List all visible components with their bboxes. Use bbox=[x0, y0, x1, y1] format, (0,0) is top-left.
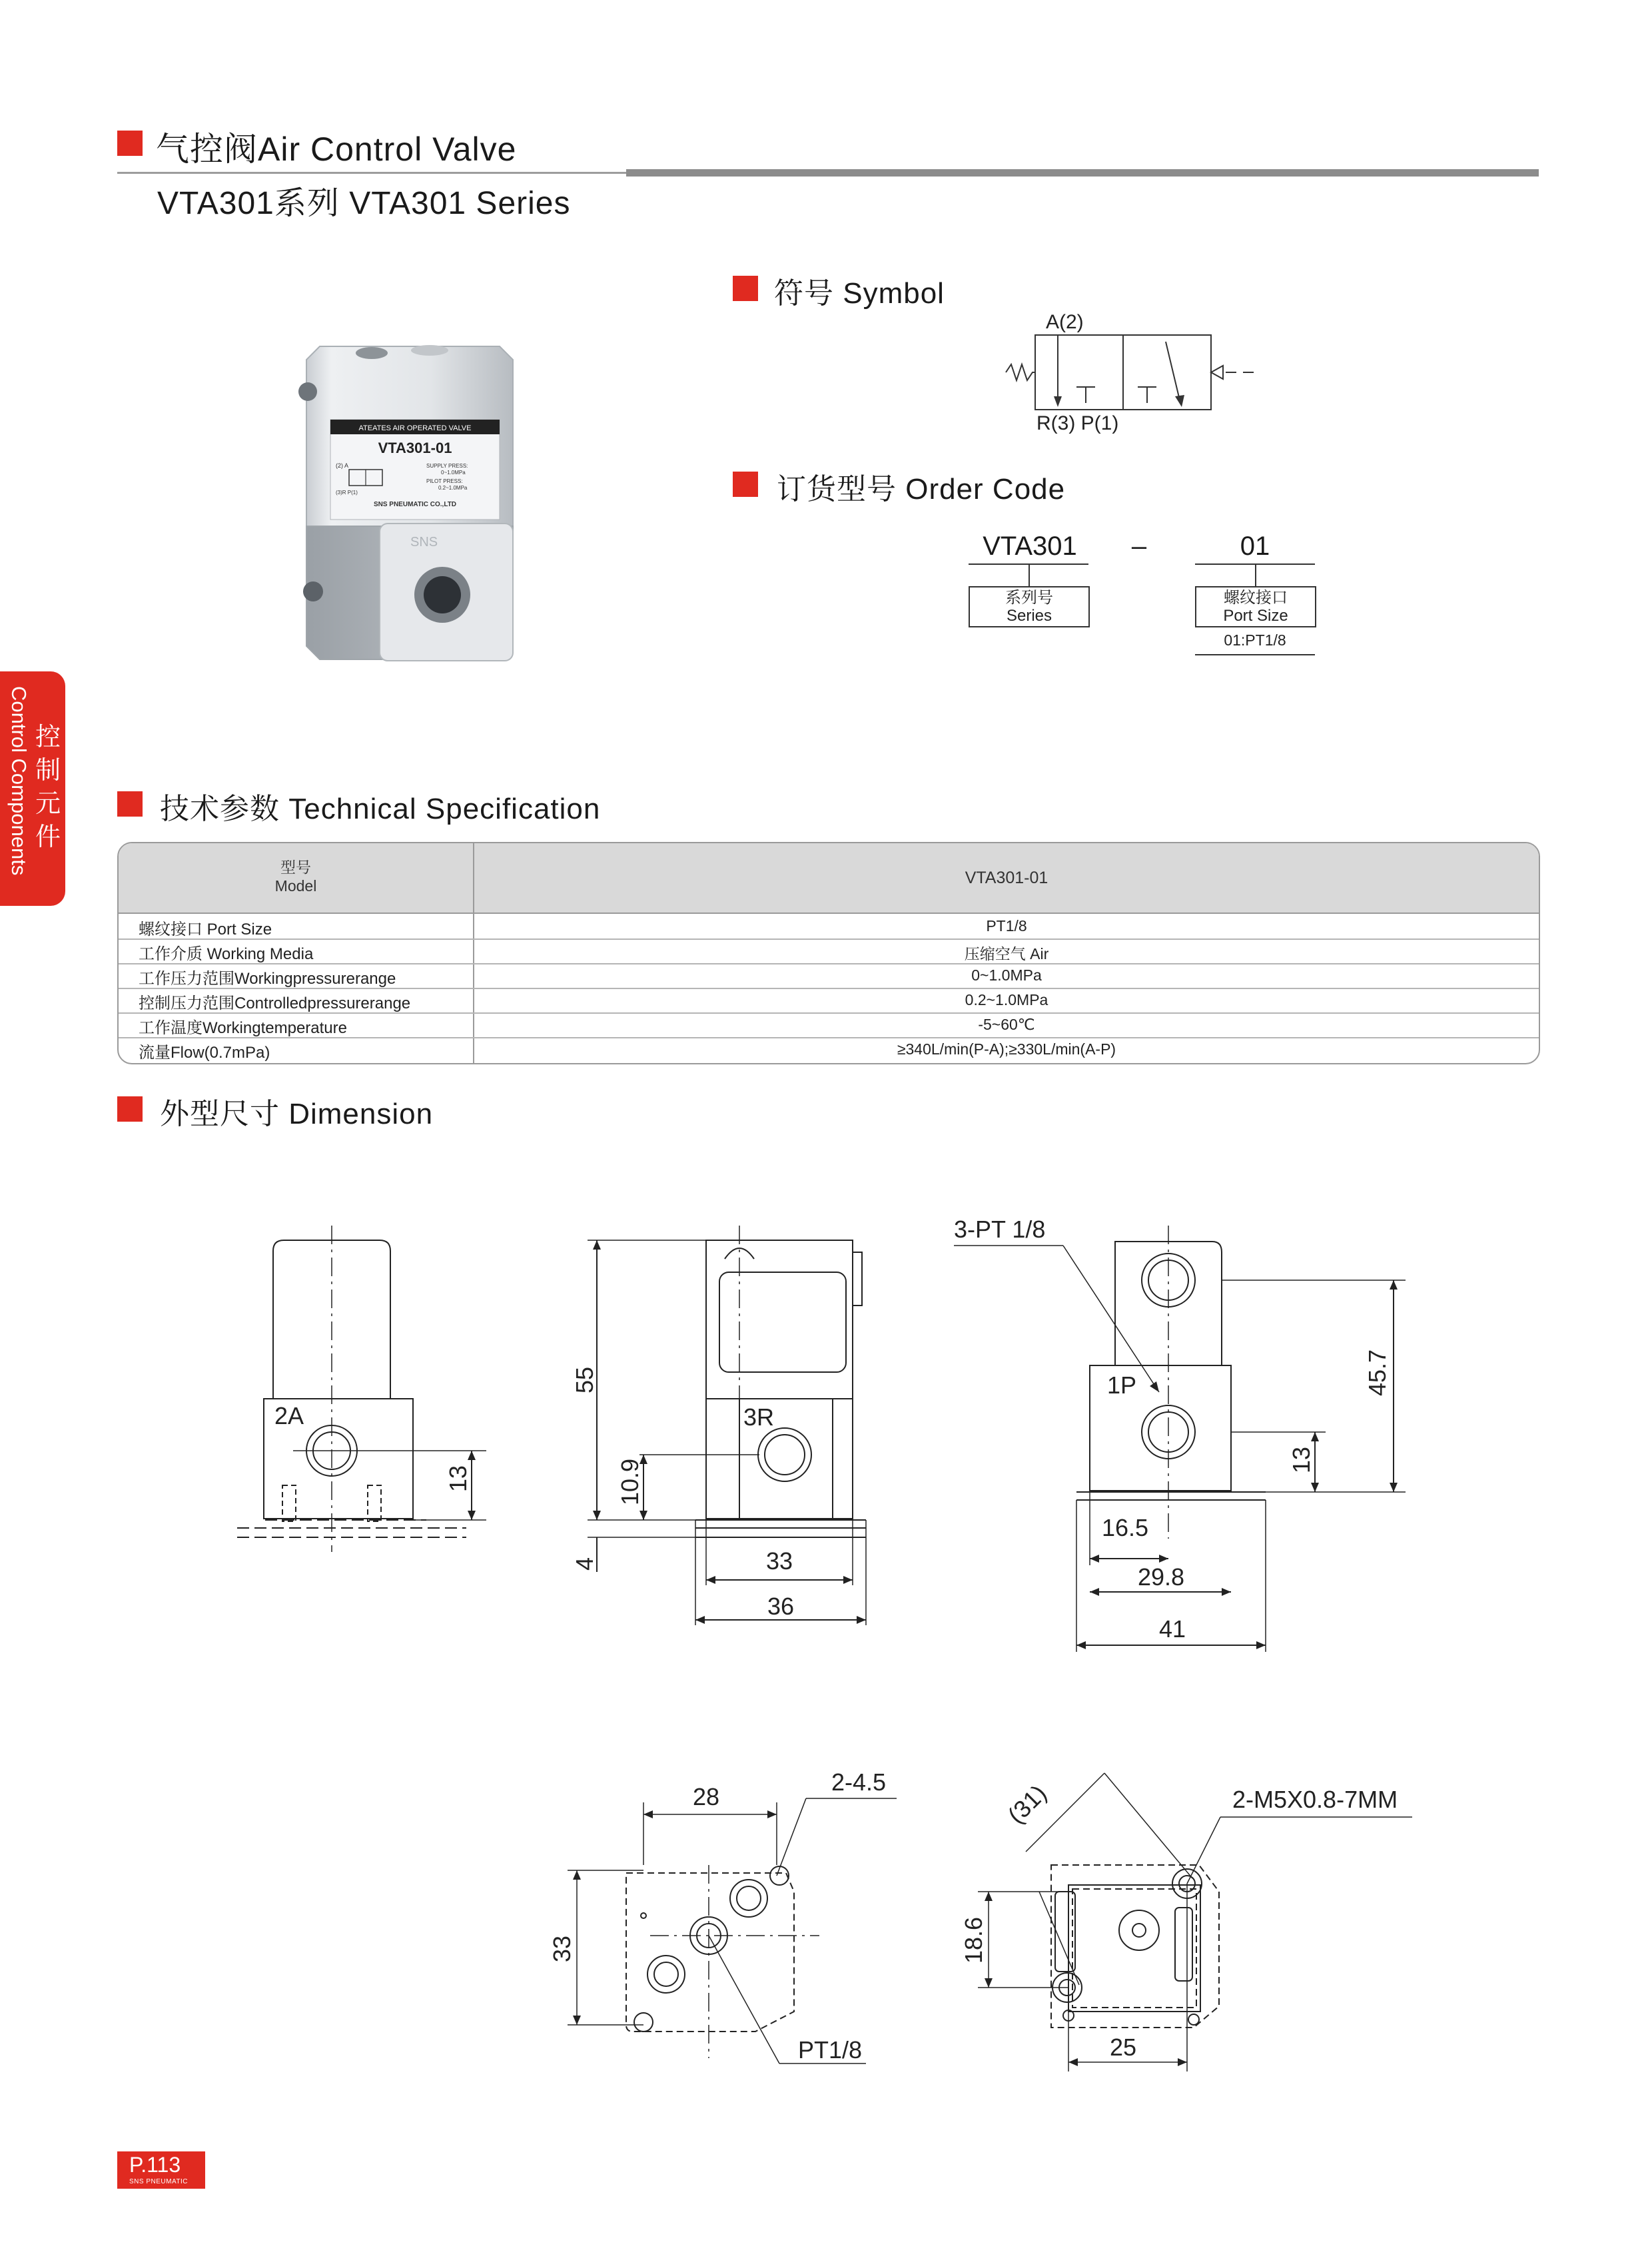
photo-pilot: PILOT PRESS: bbox=[426, 478, 463, 484]
spec-row-label: 控制压力范围Controlledpressurerange bbox=[139, 994, 411, 1012]
dim-v2-4: 4 bbox=[571, 1557, 598, 1571]
order-port-tick bbox=[1255, 563, 1256, 587]
order-port-box bbox=[1195, 586, 1316, 627]
dim-v5-186: 18.6 bbox=[960, 1916, 987, 1964]
spec-row-value: 0.2~1.0MPa bbox=[965, 991, 1048, 1008]
dimension-heading: 外型尺寸 Dimension bbox=[160, 1098, 434, 1130]
dim-v3-callout: 3-PT 1/8 bbox=[954, 1216, 1046, 1243]
spec-row bbox=[119, 963, 1539, 989]
dimension-drawings bbox=[0, 1199, 1652, 2118]
dim-v2-36: 36 bbox=[767, 1593, 795, 1620]
order-port-option: 01:PT1/8 bbox=[1224, 631, 1286, 649]
symbol-port-rp: R(3) P(1) bbox=[1036, 412, 1119, 434]
dim-v3-port: 1P bbox=[1107, 1371, 1137, 1399]
spec-row bbox=[119, 988, 1539, 1014]
dim-v1-port: 2A bbox=[274, 1402, 304, 1429]
footer-brand: SNS PNEUMATIC bbox=[129, 2178, 188, 2185]
order-code-marker bbox=[733, 472, 758, 497]
order-port-option-rule bbox=[1195, 654, 1315, 655]
photo-supply: SUPPLY PRESS: bbox=[426, 463, 468, 469]
side-tab-en: Control Components bbox=[7, 686, 31, 876]
spec-table-header bbox=[119, 843, 1539, 914]
spec-model-zh: 型号 bbox=[280, 859, 311, 876]
spec-row-value: ≥340L/min(P-A);≥330L/min(A-P) bbox=[897, 1040, 1116, 1058]
dim-v4-port: PT1/8 bbox=[798, 2036, 863, 2063]
photo-pilot-val: 0.2~1.0MPa bbox=[438, 485, 468, 491]
dimension-marker bbox=[117, 1096, 143, 1122]
order-series-code: VTA301 bbox=[983, 532, 1077, 561]
title-marker bbox=[117, 131, 143, 156]
page-number-badge bbox=[117, 2151, 205, 2189]
dim-v4-33: 33 bbox=[548, 1935, 576, 1962]
order-port-en: Port Size bbox=[1223, 607, 1288, 625]
dim-v3-457: 45.7 bbox=[1364, 1349, 1391, 1396]
spec-model-label bbox=[119, 858, 473, 895]
spec-row-label: 工作压力范围Workingpressurerange bbox=[139, 970, 396, 988]
page-title: 气控阀Air Control Valve bbox=[156, 131, 517, 168]
product-photo bbox=[293, 326, 533, 673]
dim-v3-41: 41 bbox=[1159, 1615, 1186, 1643]
order-dash: – bbox=[1131, 532, 1147, 561]
dim-v4-28: 28 bbox=[693, 1783, 720, 1810]
series-subtitle: VTA301系列 VTA301 Series bbox=[157, 186, 571, 221]
spec-row-value: 压缩空气 Air bbox=[964, 945, 1049, 962]
dim-v3-13: 13 bbox=[1288, 1446, 1315, 1473]
valve-symbol bbox=[999, 303, 1279, 436]
view-bottom bbox=[626, 1866, 794, 2032]
dim-v5-31: (31) bbox=[1002, 1779, 1052, 1829]
photo-port-a: (2) A bbox=[336, 462, 349, 469]
order-code-heading: 订货型号 Order Code bbox=[777, 473, 1066, 506]
dim-v2-33: 33 bbox=[766, 1547, 793, 1575]
spec-marker bbox=[117, 791, 143, 817]
dim-v5-thread: 2-M5X0.8-7MM bbox=[1232, 1786, 1398, 1813]
spec-table bbox=[117, 842, 1540, 1064]
symbol-marker bbox=[733, 276, 758, 301]
view-top bbox=[1051, 1865, 1219, 2028]
spec-row bbox=[119, 1012, 1539, 1038]
side-tab-zh: 控制元件 bbox=[35, 723, 61, 851]
spec-row bbox=[119, 1037, 1539, 1062]
spec-model-value: VTA301-01 bbox=[965, 869, 1048, 887]
dim-v4-hole: 2-4.5 bbox=[831, 1768, 887, 1796]
spec-row-value: -5~60℃ bbox=[978, 1016, 1035, 1033]
photo-supply-val: 0~1.0MPa bbox=[441, 470, 466, 476]
order-series-en: Series bbox=[1006, 607, 1052, 625]
dim-v3-298: 29.8 bbox=[1138, 1563, 1185, 1591]
spec-row-label: 螺纹接口 Port Size bbox=[139, 921, 272, 938]
order-series-zh: 系列号 bbox=[1005, 589, 1053, 607]
symbol-port-a: A(2) bbox=[1046, 311, 1084, 333]
dim-v3-165: 16.5 bbox=[1102, 1514, 1149, 1541]
order-port-zh: 螺纹接口 bbox=[1224, 589, 1288, 607]
spec-heading: 技术参数 Technical Specification bbox=[160, 793, 601, 825]
spec-row-label: 工作温度Workingtemperature bbox=[139, 1019, 347, 1037]
order-series-box bbox=[969, 586, 1090, 627]
photo-maker: SNS PNEUMATIC CO.,LTD bbox=[373, 501, 457, 508]
side-tab bbox=[0, 671, 65, 906]
view-front bbox=[588, 1226, 866, 1625]
dim-v2-109: 10.9 bbox=[616, 1458, 643, 1505]
dim-v2-port: 3R bbox=[743, 1403, 775, 1431]
page-number: P.113 bbox=[129, 2153, 181, 2177]
photo-stamp: SNS bbox=[410, 535, 438, 550]
header-rule-thick bbox=[626, 169, 1539, 177]
spec-row-value: PT1/8 bbox=[986, 917, 1027, 934]
order-port-code: 01 bbox=[1240, 532, 1270, 561]
dim-v5-25: 25 bbox=[1110, 2034, 1137, 2061]
order-series-tick bbox=[1029, 563, 1030, 587]
photo-model: VTA301-01 bbox=[378, 440, 452, 456]
symbol-heading: 符号 Symbol bbox=[774, 277, 945, 310]
spec-row-label: 流量Flow(0.7mPa) bbox=[139, 1044, 270, 1062]
spec-row-value: 0~1.0MPa bbox=[971, 966, 1042, 984]
photo-port-rp: (3)R P(1) bbox=[336, 490, 358, 496]
dim-v1-13: 13 bbox=[444, 1465, 472, 1492]
spec-model-en: Model bbox=[274, 877, 317, 895]
photo-label-top: ATEATES AIR OPERATED VALVE bbox=[358, 424, 472, 432]
spec-row bbox=[119, 938, 1539, 964]
spec-row bbox=[119, 914, 1539, 940]
dim-v2-55: 55 bbox=[571, 1366, 598, 1393]
spec-row-label: 工作介质 Working Media bbox=[139, 945, 314, 963]
view-left bbox=[237, 1226, 486, 1552]
